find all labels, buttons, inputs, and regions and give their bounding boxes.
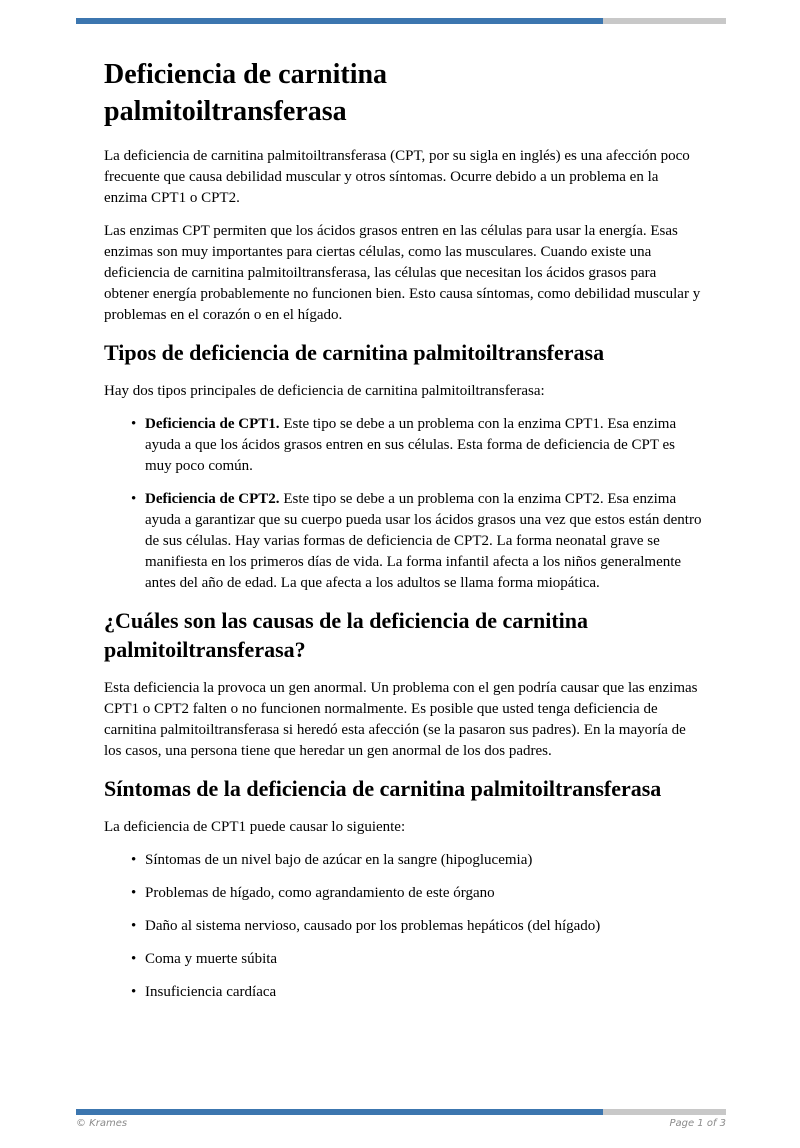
- intro-paragraph-1: La deficiencia de carnitina palmitoiltransferasa (CPT, por su sigla en inglés) es una afección poco frecuente que causa debilidad muscular y otros síntomas. Ocurre debido a un problema en la enzima CPT1 o CPT2.: [104, 148, 690, 206]
- symptoms-list: [104, 850, 704, 1003]
- cpt-types-list: [104, 414, 704, 594]
- page-indicator: Page 1 of 3: [669, 1118, 726, 1129]
- list-item-cpt2: [131, 489, 704, 594]
- list-item-text: Insuficiencia cardíaca: [145, 984, 277, 1000]
- section-heading-causas: ¿Cuáles son las causas de la deficiencia de carnitina palmitoiltransferasa?: [104, 608, 589, 662]
- footer-accent-rule: [76, 1109, 726, 1115]
- list-item-text: Coma y muerte súbita: [145, 951, 278, 967]
- section-tipos-intro: Hay dos tipos principales de deficiencia de carnitina palmitoiltransferasa:: [104, 383, 545, 399]
- list-item-text: Este tipo se debe a un problema con la enzima CPT2. Esa enzima ayuda a garantizar que su cuerpo pueda usar los ácidos grasos una vez que estos están dentro de sus células. Hay varias formas de deficiencia de CPT2. La forma neonatal grave se manifiesta en los primeros días de vida. La forma infantil afecta a los niños generalmente antes del año de edad. La que afecta a los adultos se llama forma miopática.: [145, 491, 702, 591]
- copyright-text: © Krames: [76, 1118, 128, 1129]
- list-item-text: Este tipo se debe a un problema con la enzima CPT1. Esa enzima ayuda a que los ácidos grasos entren en sus células. Esta forma de deficiencia de CPT es muy poco común.: [145, 416, 677, 474]
- footer-text-row: [76, 1118, 726, 1129]
- list-item-text: Problemas de hígado, como agrandamiento de este órgano: [145, 885, 495, 901]
- list-item-symptom: [131, 949, 704, 970]
- accent-rule-gray-segment: [603, 1109, 727, 1115]
- document-body: [104, 56, 704, 1003]
- list-item-symptom: [131, 883, 704, 904]
- list-item-symptom: [131, 982, 704, 1003]
- list-item-text: Síntomas de un nivel bajo de azúcar en la sangre (hipoglucemia): [145, 852, 533, 868]
- top-accent-rule: [76, 18, 726, 24]
- accent-rule-blue-segment: [76, 1109, 603, 1115]
- intro-paragraph-2: Las enzimas CPT permiten que los ácidos grasos entren en las células para usar la energía. Esas enzimas son muy importantes para ciertas células, como las musculares. Cuando existe una deficiencia de carnitina palmitoiltransferasa, las células que necesitan los ácidos grasos para obtener energía probablemente no funcionen bien. Esto causa síntomas, como debilidad muscular y problemas en el corazón o en el hígado.: [104, 223, 701, 323]
- list-item-symptom: [131, 916, 704, 937]
- document-title: Deficiencia de carnitina palmitoiltransferasa: [104, 59, 388, 127]
- accent-rule-blue-segment: [76, 18, 603, 24]
- list-item-cpt1: [131, 414, 704, 477]
- list-item-text: Daño al sistema nervioso, causado por los problemas hepáticos (del hígado): [145, 918, 601, 934]
- section-sintomas-intro: La deficiencia de CPT1 puede causar lo siguiente:: [104, 819, 406, 835]
- page-footer: [0, 1109, 800, 1129]
- list-item-symptom: [131, 850, 704, 871]
- list-item-bold-lead: Deficiencia de CPT2.: [145, 491, 280, 507]
- section-heading-sintomas: Síntomas de la deficiencia de carnitina palmitoiltransferasa: [104, 776, 662, 801]
- section-causas-paragraph: Esta deficiencia la provoca un gen anormal. Un problema con el gen podría causar que las enzimas CPT1 o CPT2 falten o no funcionen normalmente. Es posible que usted tenga deficiencia de carnitina palmitoiltransferasa si heredó esta afección (se la pasaron sus padres). En la mayoría de los casos, una persona tiene que heredar un gen anormal de los dos padres.: [104, 680, 698, 759]
- section-heading-tipos: Tipos de deficiencia de carnitina palmitoiltransferasa: [104, 340, 605, 365]
- list-item-bold-lead: Deficiencia de CPT1.: [145, 416, 280, 432]
- accent-rule-gray-segment: [603, 18, 727, 24]
